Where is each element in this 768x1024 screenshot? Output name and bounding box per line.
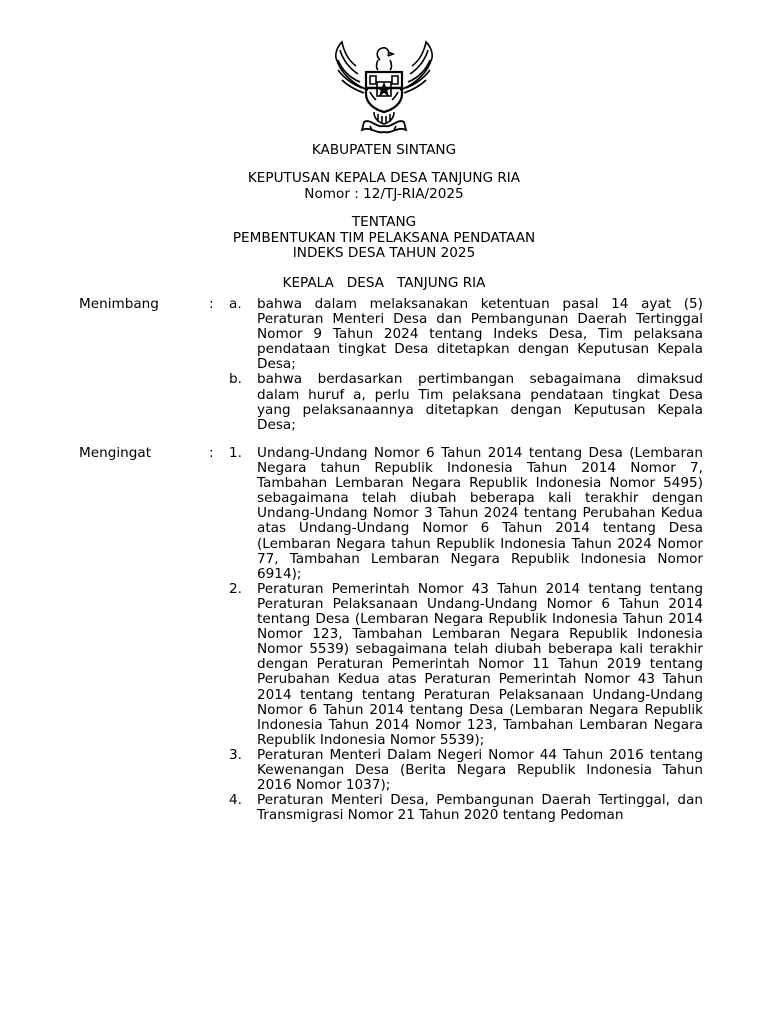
list-item (0, 297, 768, 372)
item-marker: 4. (229, 792, 242, 809)
mengingat-label: Mengingat (79, 445, 152, 461)
list-item (0, 793, 768, 823)
list-item (0, 446, 768, 582)
item-marker: b. (229, 371, 242, 388)
list-item (0, 372, 768, 432)
decree-title: KEPUTUSAN KEPALA DESA TANJUNG RIA (247, 170, 521, 186)
mengingat-section (0, 446, 768, 823)
issuer-title: KEPALA DESA TANJUNG RIA (282, 275, 486, 291)
list-item (0, 582, 768, 748)
about-label: TENTANG (351, 214, 417, 230)
menimbang-label: Menimbang (79, 296, 159, 312)
list-item (0, 748, 768, 793)
item-text: Peraturan Pemerintah Nomor 43 Tahun 2014 tentang tentang Peraturan Pelaksanaan Undang-Undang Nomor 6 Tahun 2014 tentang Desa (Lembaran Negara Republik Indonesia Tahun 2014 Nomor 123, Tambahan Lembaran Negara Republik Indonesia Nomor 5539) sebagaimana telah diubah beberapa kali terakhir dengan Peraturan Pemerintah Nomor 11 Tahun 2019 tentang Perubahan Kedua atas Peraturan Pemerintah Nomor 43 Tahun 2014 tentang tentang Peraturan Pelaksanaan Undang-Undang Nomor 6 Tahun 2014 tentang Desa (Lembaran Negara Republik Indonesia Tahun 2014 Nomor 123, Tambahan Lembaran Negara Republik Indonesia Nomor 5539); (257, 580, 703, 748)
subject-line-1: PEMBENTUKAN TIM PELAKSANA PENDATAAN (232, 230, 536, 246)
item-text: Peraturan Menteri Desa, Pembangunan Daerah Tertinggal, dan Transmigrasi Nomor 21 Tahun 2020 tentang Pedoman (257, 792, 703, 824)
garuda-pancasila-emblem-icon (330, 38, 438, 138)
regency-name: KABUPATEN SINTANG (311, 142, 457, 158)
subject-line-2: INDEKS DESA TAHUN 2025 (292, 245, 476, 261)
item-marker: 2. (229, 580, 242, 597)
item-marker: 3. (229, 746, 242, 763)
item-marker: a. (229, 296, 242, 312)
menimbang-section (0, 297, 768, 433)
item-text: bahwa dalam melaksanakan ketentuan pasal 14 ayat (5) Peraturan Menteri Desa dan Pembangunan Daerah Tertinggal Nomor 9 Tahun 2024 tentang Indeks Desa, Tim pelaksana pendataan tingkat Desa ditetapkan dengan Keputusan Kepala Desa; (257, 296, 703, 373)
mengingat-colon: : (209, 445, 214, 461)
item-marker: 1. (229, 445, 242, 461)
menimbang-colon: : (209, 296, 214, 312)
item-text: Peraturan Menteri Dalam Negeri Nomor 44 Tahun 2016 tentang Kewenangan Desa (Berita Negara Republik Indonesia Tahun 2016 Nomor 1037); (257, 746, 703, 794)
item-text: bahwa berdasarkan pertimbangan sebagaimana dimaksud dalam huruf a, perlu Tim pelaksana pendataan tingkat Desa yang pelaksanaannya ditetapkan dengan Keputusan Kepala Desa; (257, 371, 703, 433)
item-text: Undang-Undang Nomor 6 Tahun 2014 tentang Desa (Lembaran Negara tahun Republik Indonesia Tahun 2014 Nomor 7, Tambahan Lembaran Negara Republik Indonesia Nomor 5495) sebagaimana telah diubah beberapa kali terakhir dengan Undang-Undang Nomor 3 Tahun 2024 tentang Perubahan Kedua atas Undang-Undang Nomor 6 Tahun 2014 tentang Desa (Lembaran Negara tahun Republik Indonesia Tahun 2024 Nomor 77, Tambahan Lembaran Negara Republik Indonesia Nomor 6914); (257, 445, 703, 582)
decree-number: Nomor : 12/TJ-RIA/2025 (304, 186, 464, 202)
